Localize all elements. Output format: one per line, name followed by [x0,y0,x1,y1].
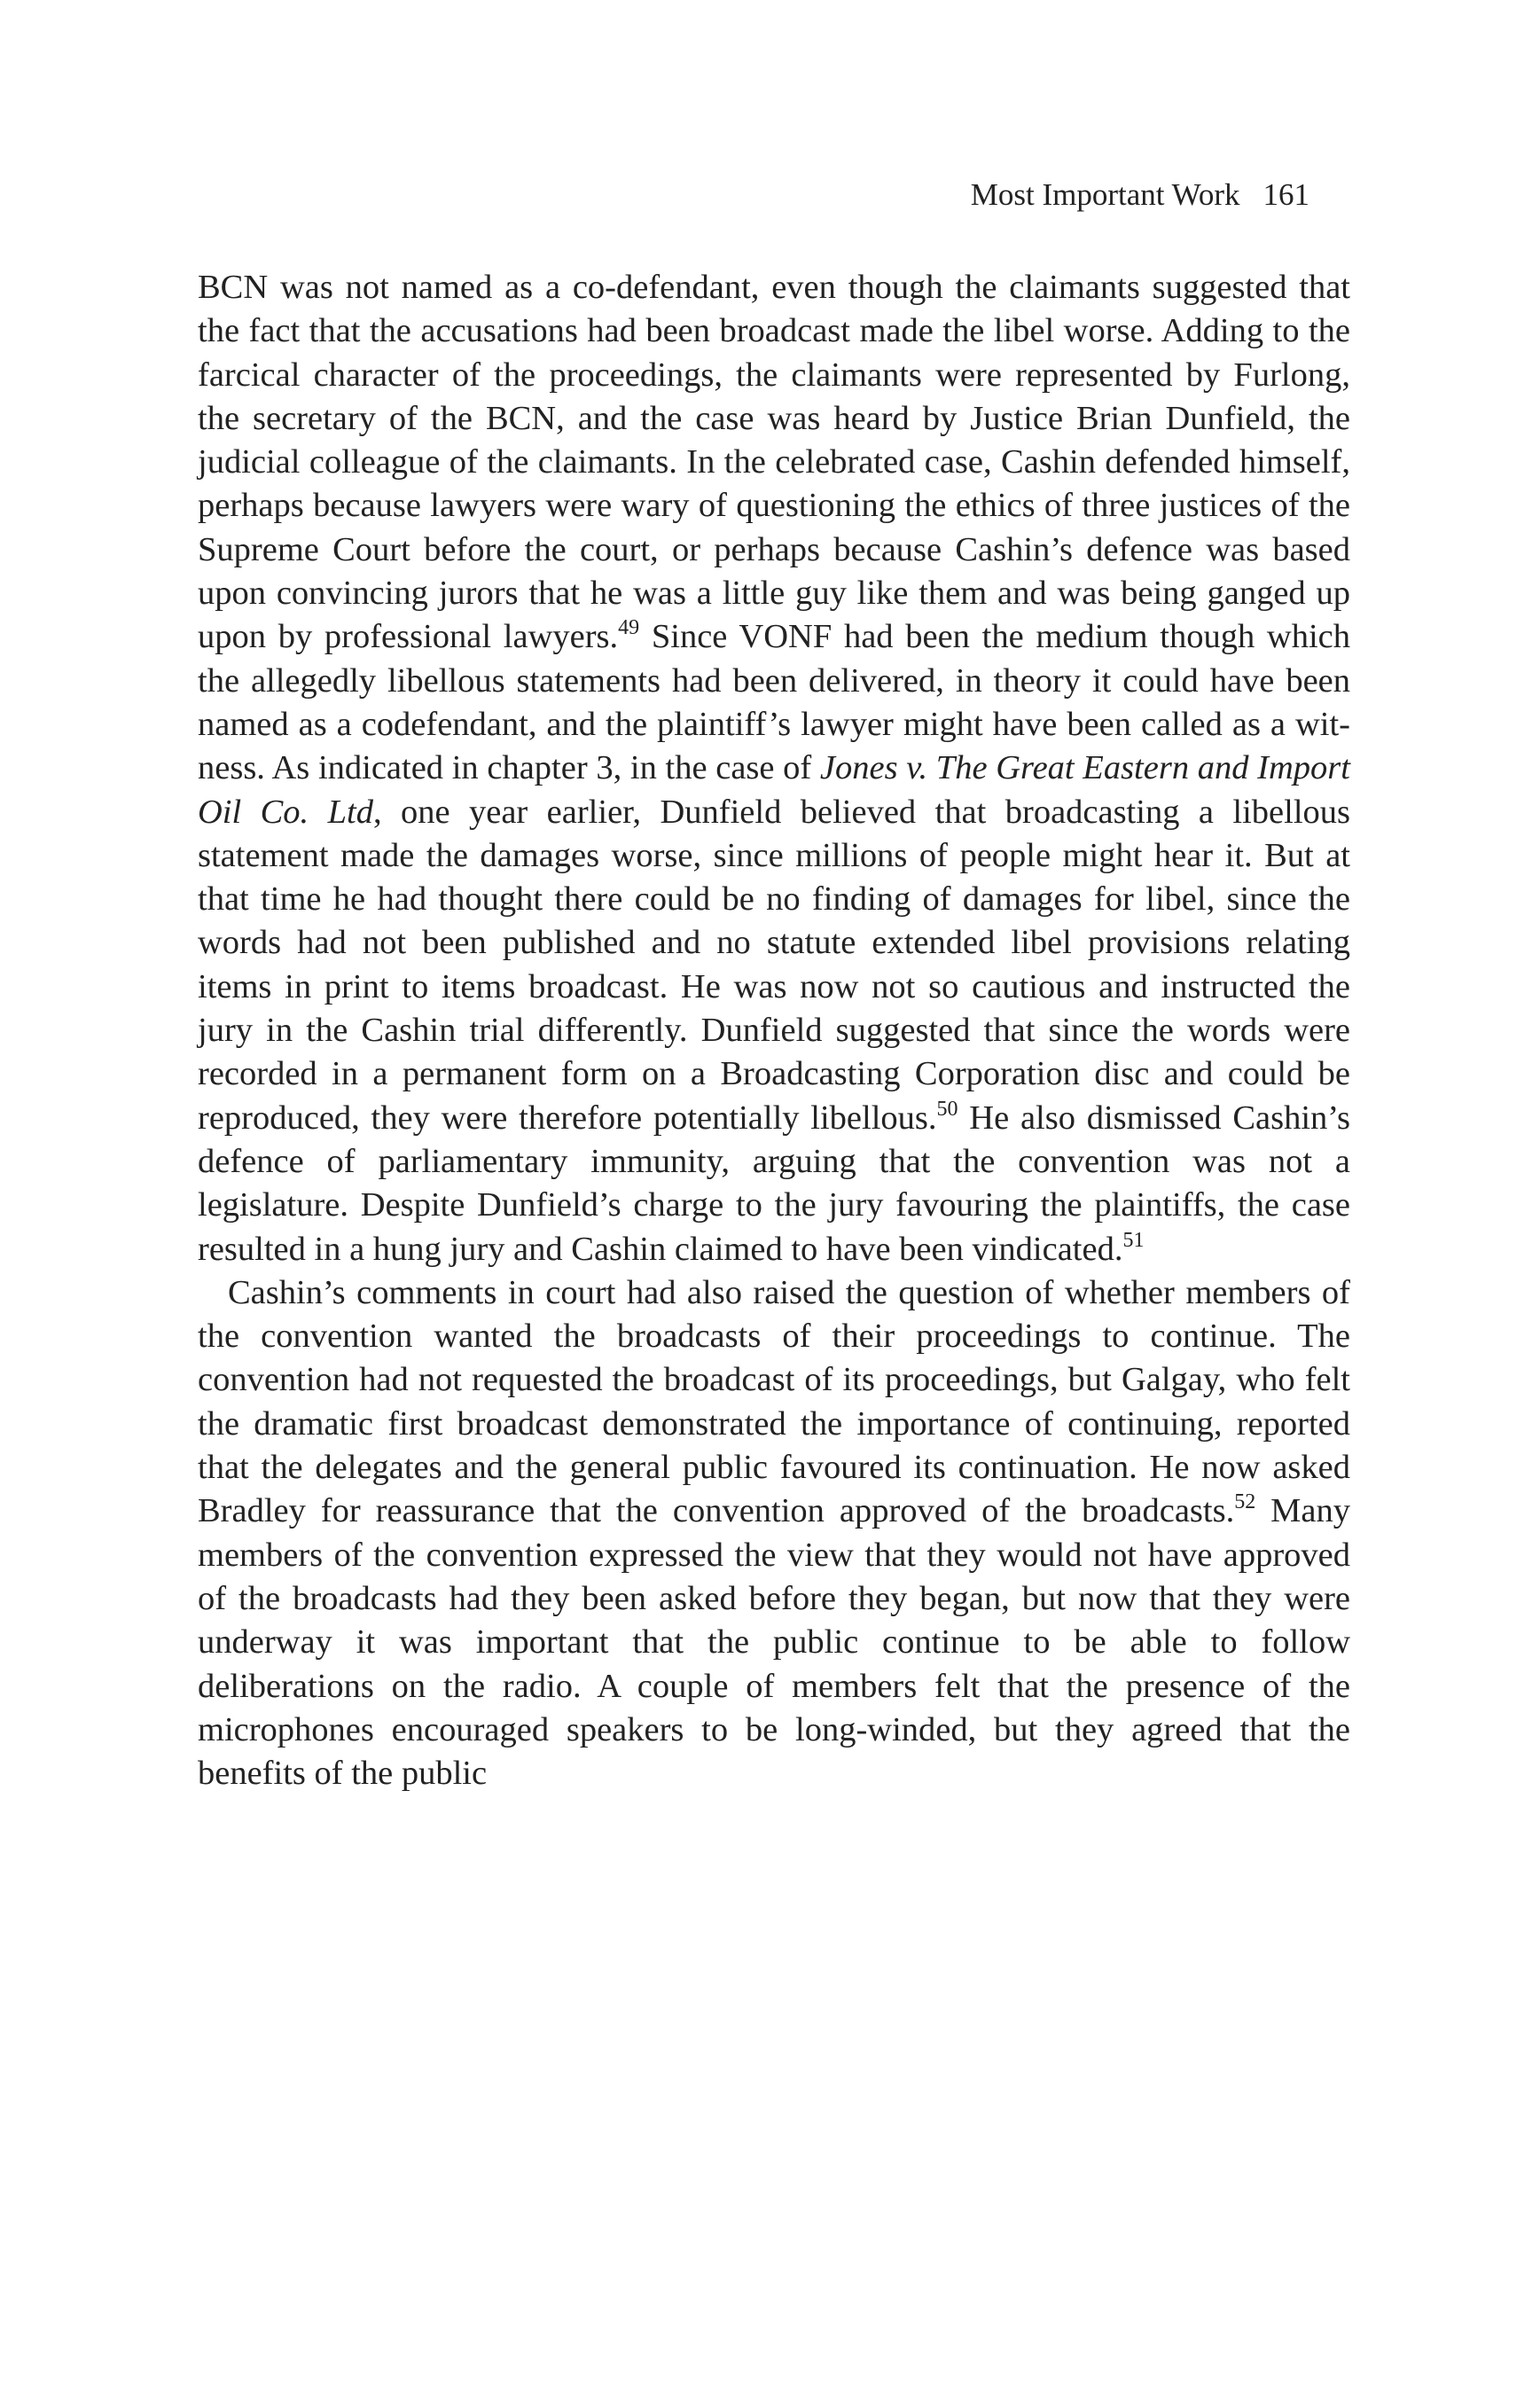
footnote-ref-51: 51 [1122,1228,1145,1252]
page-number: 161 [1262,177,1309,212]
footnote-ref-52: 52 [1234,1490,1256,1514]
case-title: Jones v. The Great Eastern and Import Oil Co. Ltd [198,749,1350,831]
paragraph-1-text-d: He also dismissed Cashin’s defence of parliamentary immunity, arguing that the convention was not a legislature. Despite Dunfield’s charge to the jury favouring the plaintiffs, the case resulted in a hung jury and Cashin claimed to have been vindicated. [198,1099,1350,1268]
body-text [198,266,1350,1795]
footnote-ref-49: 49 [618,616,640,640]
paragraph-1-text-b: Since VONF had been the medium though which the allegedly libellous statements had been delivered, in theory it could have been named as a codefendant, and the plaintiff’s lawyer might have been called as a witness. As indicated in chapter 3, in the case of [198,618,1350,787]
paragraph-1-text-a: BCN was not named as a co-defendant, even though the claimants suggested that the fact that the accusations had been broadcast made the libel worse. Adding to the farcical character of the proceedings, the claimants were represented by Furlong, the secretary of the BCN, and the case was heard by Justice Brian Dunfield, the judicial colleague of the claimants. In the celebrated case, Cashin defended himself, perhaps because lawyers were wary of questioning the ethics of three justices of the Supreme Court before the court, or perhaps because Cashin’s defence was based upon convincing jurors that he was a little guy like them and was being ganged up upon by professional lawyers. [198,269,1350,656]
paragraph-2 [198,1271,1350,1796]
paragraph-1-text-c: , one year earlier, Dunfield believed that broadcasting a libellous statement made the damages worse, since millions of people might hear it. But at that time he had thought there could be no finding of damages for libel, since the words had not been published and no statute extended libel provisions relating items in print to items broadcast. He was now not so cautious and instructed the jury in the Cashin trial differently. Dunfield suggested that since the words were recorded in a permanent form on a Broadcasting Corporation disc and could be reproduced, they were therefore potentially libellous. [198,793,1350,1137]
paragraph-1 [198,266,1350,1271]
paragraph-2-text-a: Cashin’s comments in court had also raised the question of whether members of the convention wanted the broadcasts of their proceedings to continue. The convention had not requested the broadcast of its proceedings, but Galgay, who felt the dramatic first broadcast demonstrated the importance of continuing, reported that the delegates and the general public favoured its continuation. He now asked Bradley for reassurance that the convention approved of the broadcasts. [198,1273,1350,1530]
footnote-ref-50: 50 [936,1097,958,1121]
running-head-title: Most Important Work [970,177,1240,212]
running-head [971,174,1309,216]
paragraph-2-text-b: Many members of the convention expressed the view that they would not have approved of the broadcasts had they been asked before they began, but now that they were underway it was important that the public continue to be able to follow deliberations on the radio. A couple of members felt that the presence of the microphones encouraged speakers to be long-winded, but they agreed that the benefits of the public [198,1492,1350,1793]
